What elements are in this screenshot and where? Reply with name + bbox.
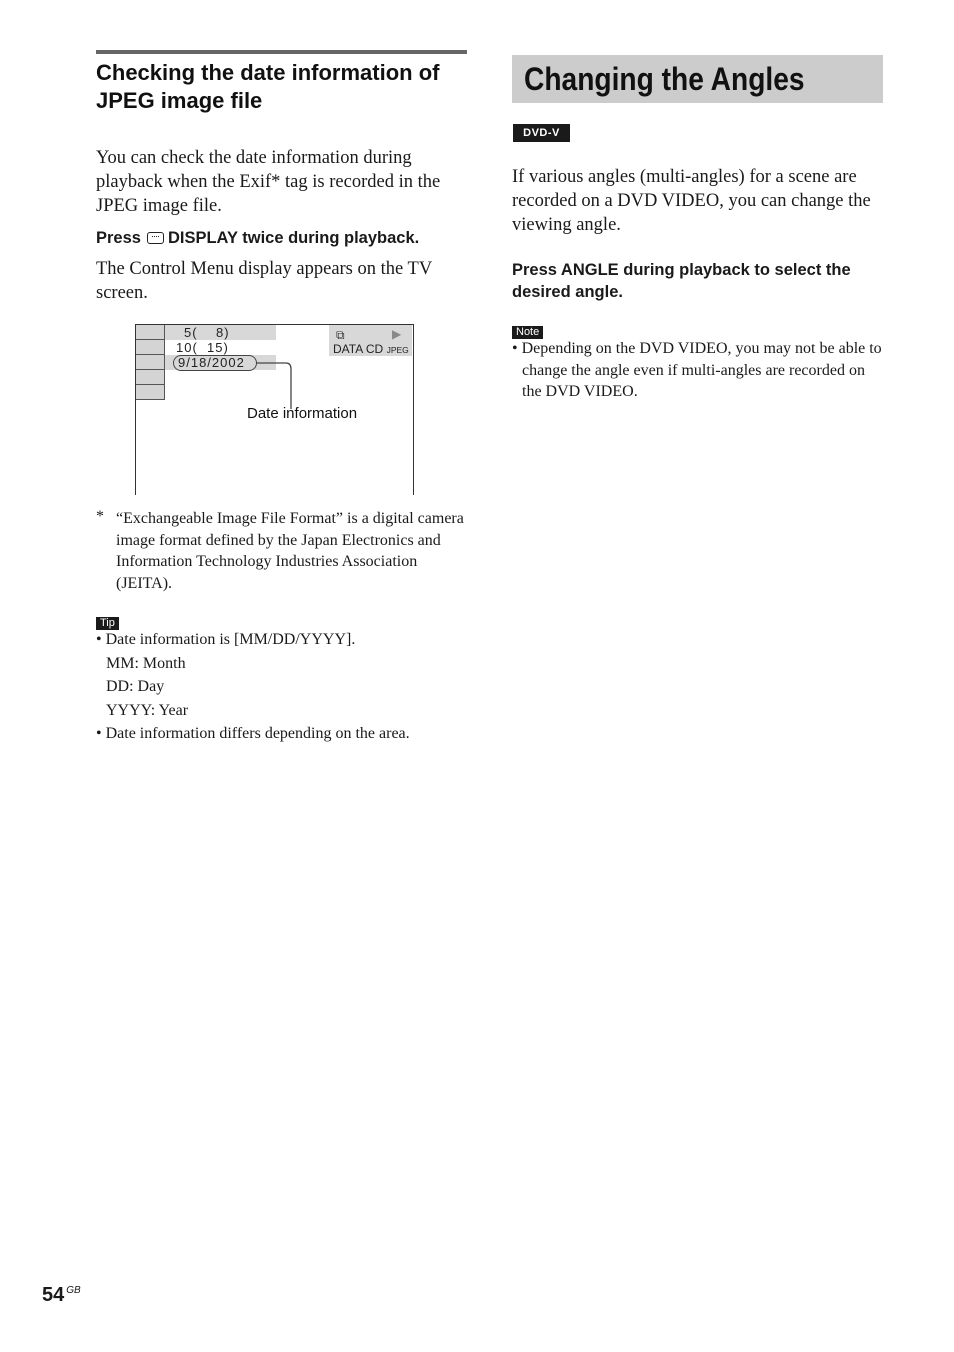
section-rule bbox=[96, 50, 467, 54]
note-item: • Depending on the DVD VIDEO, you may not be able to change the angle even if multi-angles are recorded on the DVD VIDEO. bbox=[512, 340, 882, 400]
tip-list bbox=[96, 628, 468, 746]
step-press-word: Press bbox=[96, 229, 141, 247]
tip-item: • Date information is [MM/DD/YYYY]. bbox=[96, 631, 356, 648]
page-title: Changing the Angles bbox=[524, 61, 805, 97]
exif-footnote: “Exchangeable Image File Format” is a digital camera image format defined by the Japan Electronics and Information Technology Industries Association (JEITA). bbox=[116, 510, 464, 593]
tip-item: MM: Month bbox=[106, 654, 186, 672]
screen-row-1: 5( 8) bbox=[184, 325, 230, 340]
copy-icon: ⧉ bbox=[336, 328, 345, 342]
page-region-suffix: GB bbox=[66, 1285, 81, 1296]
section-heading-date-info: Checking the date information of JPEG image file bbox=[96, 60, 440, 113]
step-result: The Control Menu display appears on the TV screen. bbox=[96, 259, 432, 303]
date-info-intro: You can check the date information during playback when the Exif* tag is recorded in the JPEG image file. bbox=[96, 148, 441, 216]
tip-item: • Date information differs depending on the area. bbox=[96, 725, 410, 743]
step-press-rest: DISPLAY twice during playback. bbox=[167, 229, 420, 247]
screen-row-date: 9/18/2002 bbox=[178, 355, 245, 370]
dvd-v-badge: DVD-V bbox=[513, 124, 570, 142]
media-subtype: JPEG bbox=[386, 345, 409, 355]
angles-intro: If various angles (multi-angles) for a scene are recorded on a DVD VIDEO, you can change the viewing angle. bbox=[512, 167, 871, 235]
page-number-value: 54 bbox=[42, 1284, 65, 1306]
tip-item: YYYY: Year bbox=[106, 701, 189, 719]
tip-item: DD: Day bbox=[106, 678, 165, 696]
footnote-mark: * bbox=[96, 508, 104, 525]
note-label: Note bbox=[512, 326, 543, 339]
tip-label: Tip bbox=[96, 617, 119, 630]
display-button-icon bbox=[147, 232, 164, 244]
step-press-display bbox=[96, 229, 419, 248]
note-list bbox=[512, 338, 884, 403]
screen-row-2: 10( 15) bbox=[176, 340, 229, 355]
step-press-angle: Press ANGLE during playback to select the desired angle. bbox=[512, 261, 851, 301]
date-information-callout: Date information bbox=[247, 405, 358, 422]
media-type: DATA CD bbox=[333, 342, 384, 356]
play-icon: ▶ bbox=[392, 327, 402, 341]
page-number bbox=[42, 1284, 81, 1307]
